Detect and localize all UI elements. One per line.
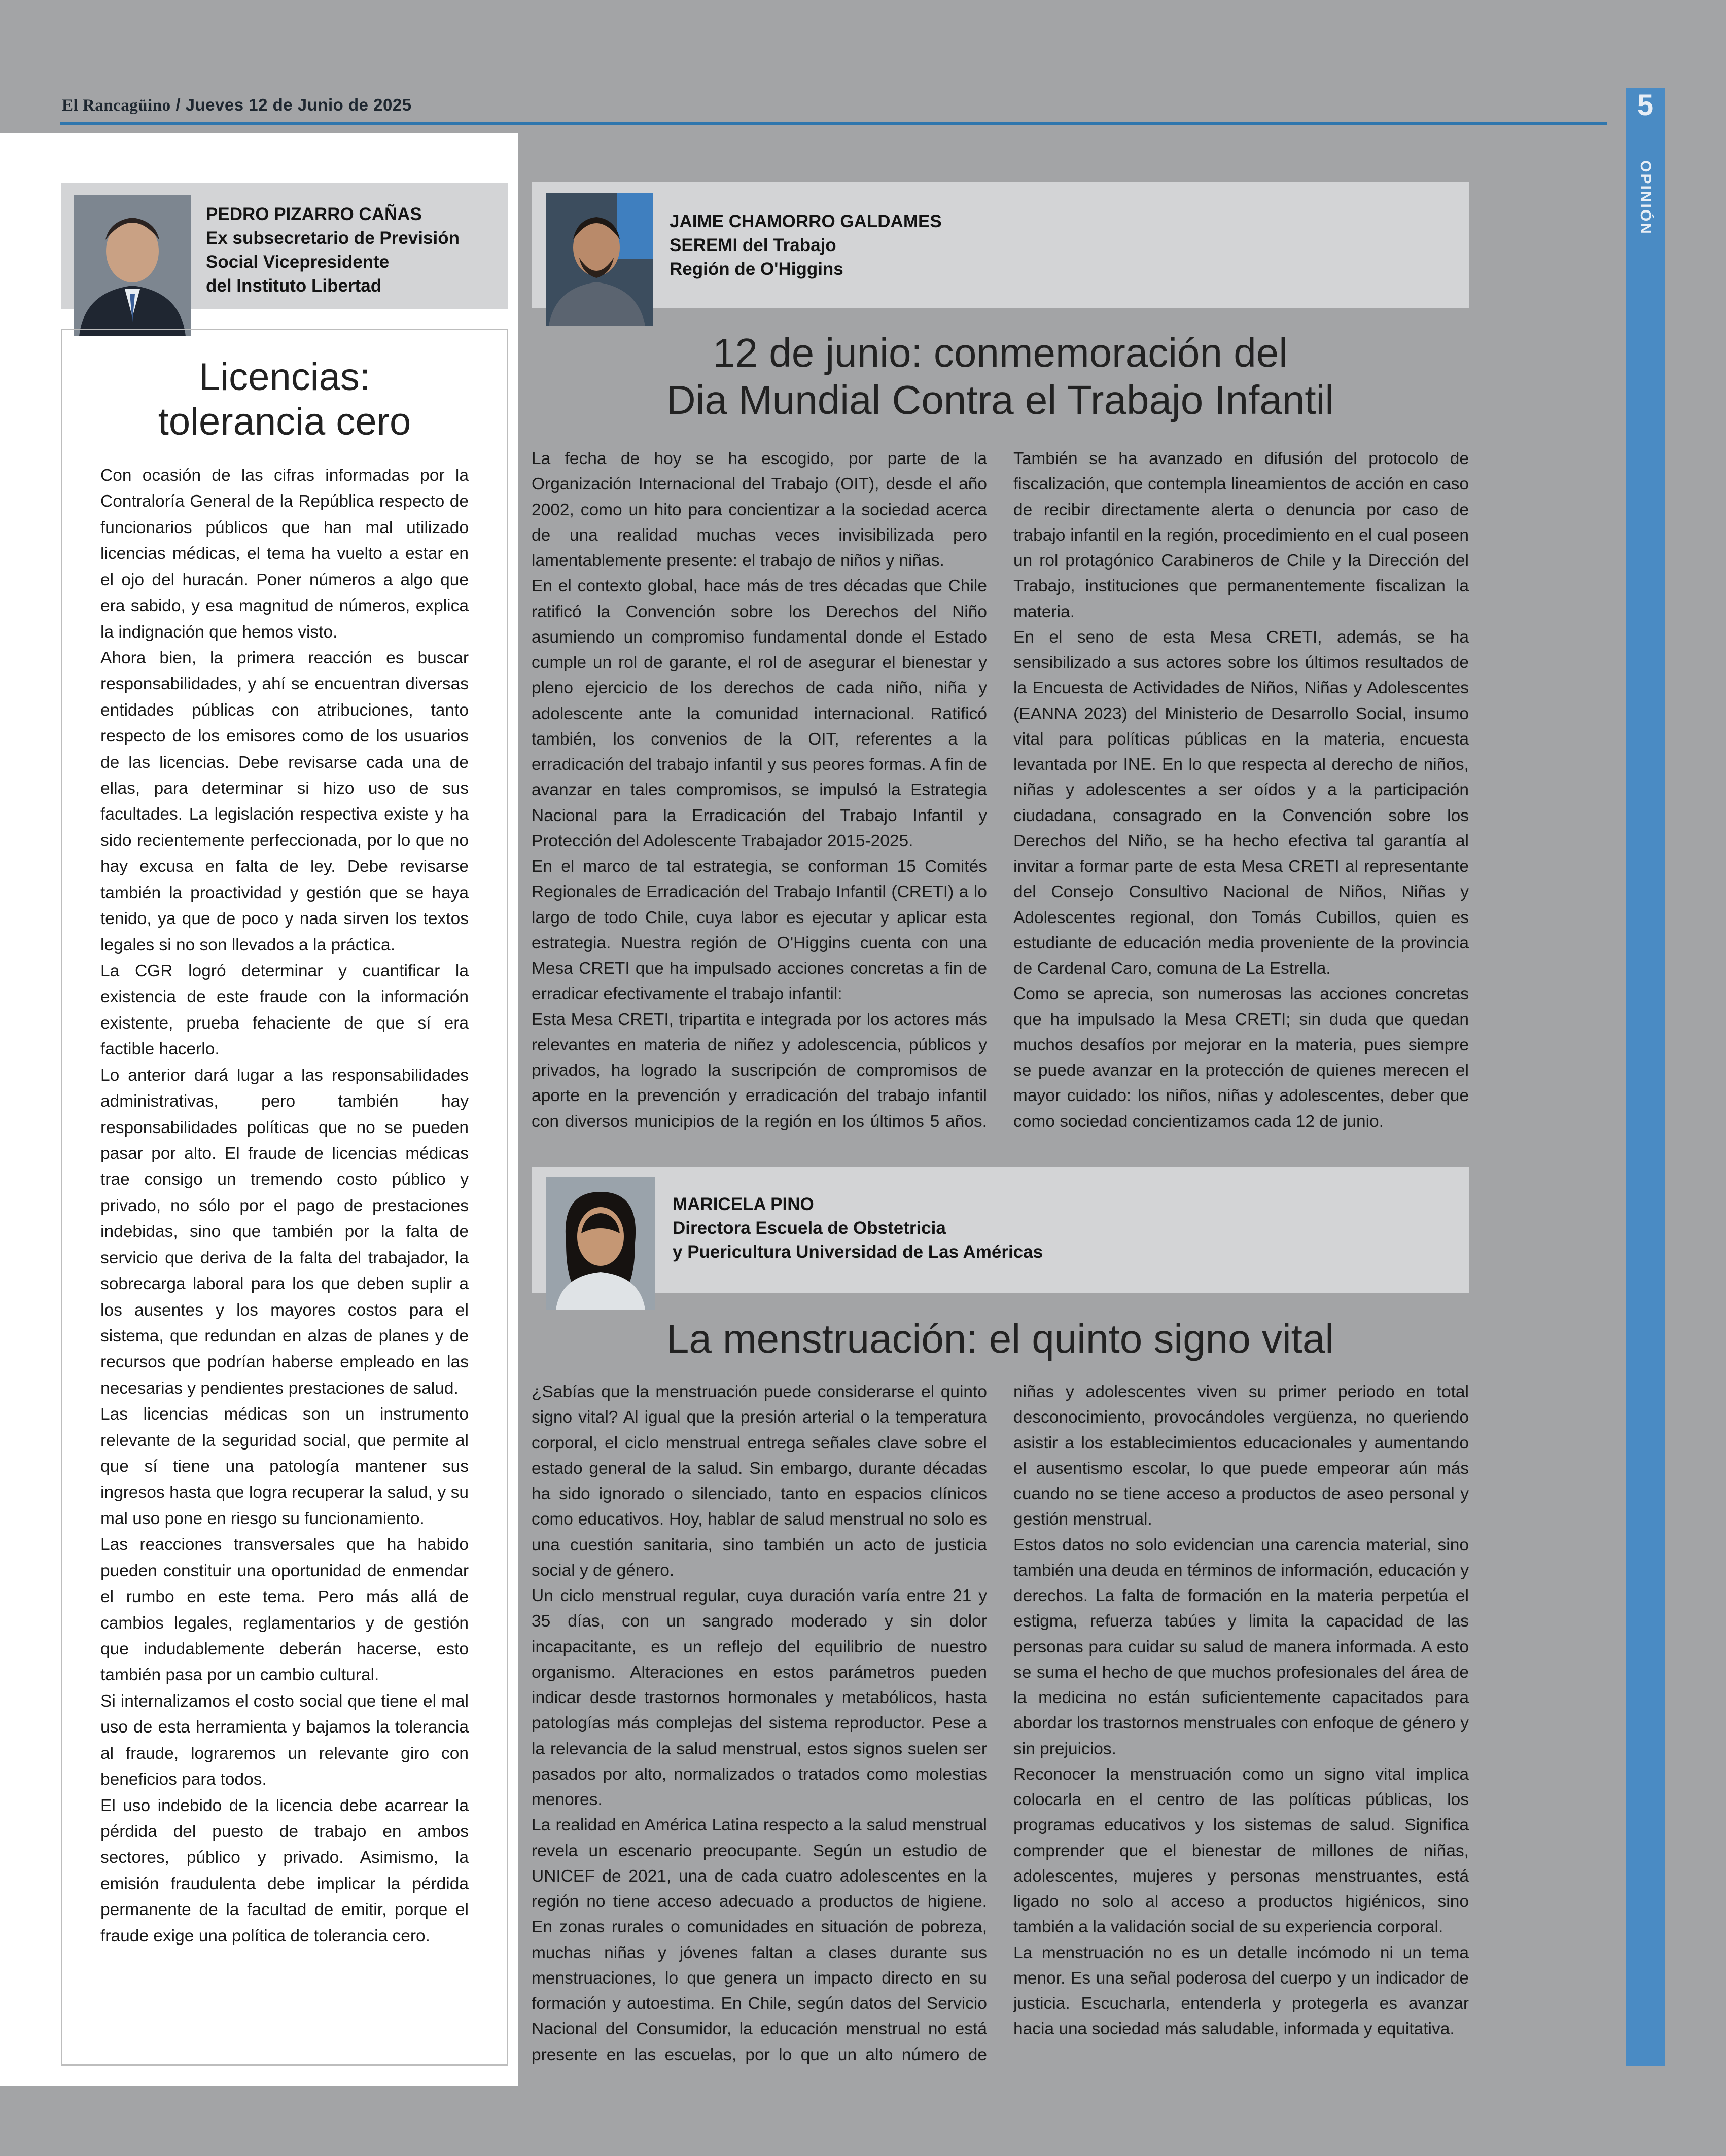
article-1-paragraph: Ahora bien, la primera reacción es buscar responsabilidades, y ahí se encuentran diversas entidades públicas con atribuciones, tanto respecto de los emisores como de los usuarios de las licencias. Debe revisarse cada una de ellas, para determinar si hizo uso de sus facultades. La legislación respectiva existe y ha sido recientemente perfeccionada, por lo que no hay excusa en falta de ley. Debe revisarse también la proactividad y gestión que se haya tenido, ya que de poco y nada sirven los textos legales si no son llevados a la práctica. [100,648,469,955]
article-1-body [100,463,469,1949]
article-3-paragraph: Estos datos no solo evidencian una carencia material, sino también una deuda en términos de información, educación y derechos. La falta de formación en la materia perpetúa el estigma, refuerza tabúes y limita la capacidad de las personas para cuidar su salud de manera informada. A esto se suma el hecho de que muchos profesionales del área de la medicina no están suficientemente capacitados para abordar los trastornos menstruales con enfoque de género y sin prejuicios. [1013,1535,1469,1758]
article-3-paragraph: La menstruación no es un detalle incómodo ni un tema menor. Es una señal poderosa del cuerpo y un indicador de justicia. Escucharla, entenderla y protegerla es avanzar hacia una sociedad más saludable, informada y equitativa. [1013,1943,1469,2039]
person-silhouette-icon [546,193,653,326]
article-2-paragraph: En el contexto global, hace más de tres décadas que Chile ratificó la Convención sobre los Derechos del Niño asumiendo un compromiso fundamental donde el Estado cumple un rol de garante, el rol de asegurar el bienestar y pleno ejercicio de los derechos de cada niño, niña y adolescente ante la comunidad internacional. Ratificó también, los convenios de la OIT, referentes a la erradicación del trabajo infantil y sus peores formas. A fin de avanzar en tales compromisos, se impulsó la Estrategia Nacional para la Erradicación del Trabajo Infantil y Protección del Adolescente Trabajador 2015-2025. [532,577,987,851]
article-3-paragraph: Un ciclo menstrual regular, cuya duración varía entre 21 y 35 días, con un sangrado moderado y sin dolor incapacitante, es un reflejo del equilibrio de nuestro organismo. Alteraciones en estos parámetros pueden indicar desde trastornos hormonales y metabólicos, hasta patologías más complejas del sistema reproductor. Pese a la relevancia de la salud menstrual, estos signos suelen ser pasados por alto, normalizados o tratados como molestias menores. [532,1586,987,1809]
article-2-paragraph: En el seno de esta Mesa CRETI, además, se ha sensibilizado a sus actores sobre los últimos resultados de la Encuesta de Actividades de Niños, Niñas y Adolescentes (EANNA 2023) del Ministerio de Desarrollo Social, insumo vital para políticas públicas en la materia, encuesta levantada por INE. En lo que respecta al derecho de niños, niñas y adolescentes a ser oídos y a la participación ciudadana, consagrado en la Convención sobre los Derechos del Niño, se ha hecho efectiva tal garantía al invitar a formar parte de esta Mesa CRETI al representante del Consejo Consultivo Nacional de Niños, Niñas y Adolescentes regional, don Tomás Cubillos, quien es estudiante de educación media proveniente de la provincia de Cardenal Caro, comuna de La Estrella. [1013,627,1469,978]
author-3-name: MARICELA PINO [673,1194,814,1214]
article-1-paragraph: Lo anterior dará lugar a las responsabilidades administrativas, pero también hay responsabilidades políticas que no se pueden pasar por alto. El fraude de licencias médicas trae consigo un tremendo costo público y privado, no sólo por el pago de prestaciones indebidas, sino que también por la falta de servicio que deriva de la falta del trabajador, la sobrecarga laboral para los que deben suplir a los ausentes y los mayores costos para el sistema, que redundan en alzas de planes y de recursos que podrían haberse empleado en las necesarias y pendientes prestaciones de salud. [100,1066,469,1398]
masthead-separator: / [175,95,181,114]
article-1-paragraph: El uso indebido de la licencia debe acarrear la pérdida del puesto de trabajo en ambos sectores, público y privado. Asimismo, la emisión fraudulenta debe implicar la pérdida permanente de la facultad de emitir, porque el fraude exige una política de tolerancia cero. [100,1796,469,1946]
article-2-title [532,330,1469,424]
page-number: 5 [1637,89,1654,122]
article-3-paragraph: La realidad en América Latina respecto a la salud menstrual revela un escenario preocupante. Según un estudio de UNICEF de 2021, una de cada cuatro adolescentes en la región no tiene acceso adecuado a productos de higiene. En zonas rurales o comunidades en situación de pobreza, muchas niñas y jóvenes faltan a clases durante sus menstruaciones, lo que genera un impacto directo en su formación y autoestima. En Chile, según datos del Servicio Nacional del Consumidor, la educación menstrual no está presente en las escuelas, por lo que un alto número de niñas y adolescentes viven su primer periodo en total desconocimiento, provocándoles vergüenza, no queriendo asistir a los establecimientos educacionales y aumentando el ausentismo escolar, lo que puede empeorar aún más cuando no se tiene acceso a productos de aseo personal y gestión menstrual. [532,1383,1469,2064]
section-label-text: OPINIÓN [1637,160,1654,235]
article-1-paragraph: Las reacciones transversales que ha habido pueden constituir una oportunidad de enmendar el rumbo en este tema. Pero más allá de cambios legales, reglamentarios y de gestión que indudablemente deberán hacerse, esto también pasa por un cambio cultural. [100,1535,469,1685]
article-1-title [71,355,498,444]
author-1-role-line: Ex subsecretario de Previsión [206,228,460,248]
header-rule [60,122,1607,125]
article-3-title-line: La menstruación: el quinto signo vital [666,1316,1334,1361]
article-2-paragraph: La fecha de hoy se ha escogido, por parte de la Organización Internacional del Trabajo (OIT), desde el año 2002, como un hito para concientizar a la sociedad acerca de una realidad muchas veces invisibilizada pero lamentablemente presente: el trabajo de niños y niñas. [532,449,987,570]
author-3-role-line: y Puericultura Universidad de Las Américas [673,1242,1043,1262]
article-1-title-line: Licencias: [199,356,370,399]
section-side-tab [1626,88,1665,2066]
author-3-block [673,1193,1281,1264]
article-3-paragraph: Reconocer la menstruación como un signo vital implica colocarla en el centro de las políticas públicas, los programas educativos y los sistemas de salud. Significa comprender que el bienestar de millones de niñas, adolescentes, mujeres y personas menstruantes, está ligado no solo al acceso a productos higiénicos, sino también a la validación social de su experiencia corporal. [1013,1764,1469,1937]
publication-date: Jueves 12 de Junio de 2025 [185,95,412,114]
author-photo-3 [546,1177,655,1310]
publication-name: El Rancagüino [62,96,171,115]
person-silhouette-icon [546,1177,655,1310]
author-1-block [206,203,500,298]
author-1-name: PEDRO PIZARRO CAÑAS [206,204,422,224]
author-3-role-line: Directora Escuela de Obstetricia [673,1218,946,1238]
author-photo-2 [546,193,653,326]
article-2-title-line: 12 de junio: conmemoración del [712,330,1288,375]
article-2-title-line: Dia Mundial Contra el Trabajo Infantil [666,377,1334,422]
author-2-block [670,210,1126,281]
article-1-title-line: tolerancia cero [158,400,411,444]
author-2-name: JAIME CHAMORRO GALDAMES [670,211,942,231]
article-3-body [532,1380,1469,2074]
author-2-role-line: Región de O'Higgins [670,259,843,279]
article-3-paragraph: ¿Sabías que la menstruación puede considerarse el quinto signo vital? Al igual que la presión arterial o la temperatura corporal, el ciclo menstrual entrega señales clave sobre el estado general de la salud. Sin embargo, durante décadas ha sido ignorado o silenciado, tanto en espacios clínicos como educativos. Hoy, hablar de salud menstrual no solo es una cuestión sanitaria, sino también un acto de justicia social y de género. [532,1383,987,1580]
article-2-paragraph: En el marco de tal estrategia, se conforman 15 Comités Regionales de Erradicación del Trabajo Infantil (CRETI) a lo largo de todo Chile, cuya labor es ejecutar y aplicar esta estrategia. Nuestra región de O'Higgins cuenta con una Mesa CRETI que ha impulsado acciones concretas a fin de erradicar efectivamente el trabajo infantil: [532,857,987,1004]
article-1-paragraph: Si internalizamos el costo social que tiene el mal uso de esta herramienta y bajamos la tolerancia al fraude, lograremos un relevante giro con beneficios para todos. [100,1691,469,1789]
section-label [1626,152,1665,243]
article-2-body [532,446,1469,1136]
author-2-role-line: SEREMI del Trabajo [670,235,836,255]
article-2-paragraph: Esta Mesa CRETI, tripartita e integrada por los actores más relevantes en materia de niñez y adolescencia, públicos y privados, ha logrado la suscripción de compromisos de aporte en la prevención y erradicación del trabajo infantil con diversos municipios de la región en los últimos 5 años. También se ha avanzado en difusión del protocolo de fiscalización, que contempla lineamientos de acción en caso de recibir directamente alerta o denuncia por caso de trabajo infantil en la región, procedimiento en el cual poseen un rol protagónico Carabineros de Chile y la Dirección del Trabajo, instituciones que permanentemente fiscalizan la materia. [532,449,1469,1131]
author-photo-1 [74,195,191,336]
masthead [62,95,412,115]
article-1-paragraph: Con ocasión de las cifras informadas por la Contraloría General de la República respecto de funcionarios públicos que han mal utilizado licencias médicas, el tema ha vuelto a estar en el ojo del huracán. Poner números a algo que era sabido, y esa magnitud de números, explica la indignación que hemos visto. [100,466,469,642]
article-3-title [532,1316,1469,1363]
author-1-role-line: del Instituto Libertad [206,275,382,296]
article-2-paragraph: Como se aprecia, son numerosas las acciones concretas que ha impulsado la Mesa CRETI; sin duda que quedan muchos desafíos por mejorar en la materia, pues siempre se puede avanzar en la protección de quienes merecen el mayor cuidado: los niños, niñas y adolescentes, deber que como sociedad concientizamos cada 12 de junio. [1013,984,1469,1131]
person-silhouette-icon [74,195,191,336]
article-1-paragraph: Las licencias médicas son un instrumento relevante de la seguridad social, que permite al que sí tiene una patología mantener sus ingresos hasta que logra recuperar la salud, y su mal uso pone en riesgo su funcionamiento. [100,1405,469,1528]
author-1-role-line: Social Vicepresidente [206,252,390,272]
article-1-paragraph: La CGR logró determinar y cuantificar la existencia de este fraude con la información existente, prueba fehaciente de que sí era factible hacerlo. [100,962,469,1059]
